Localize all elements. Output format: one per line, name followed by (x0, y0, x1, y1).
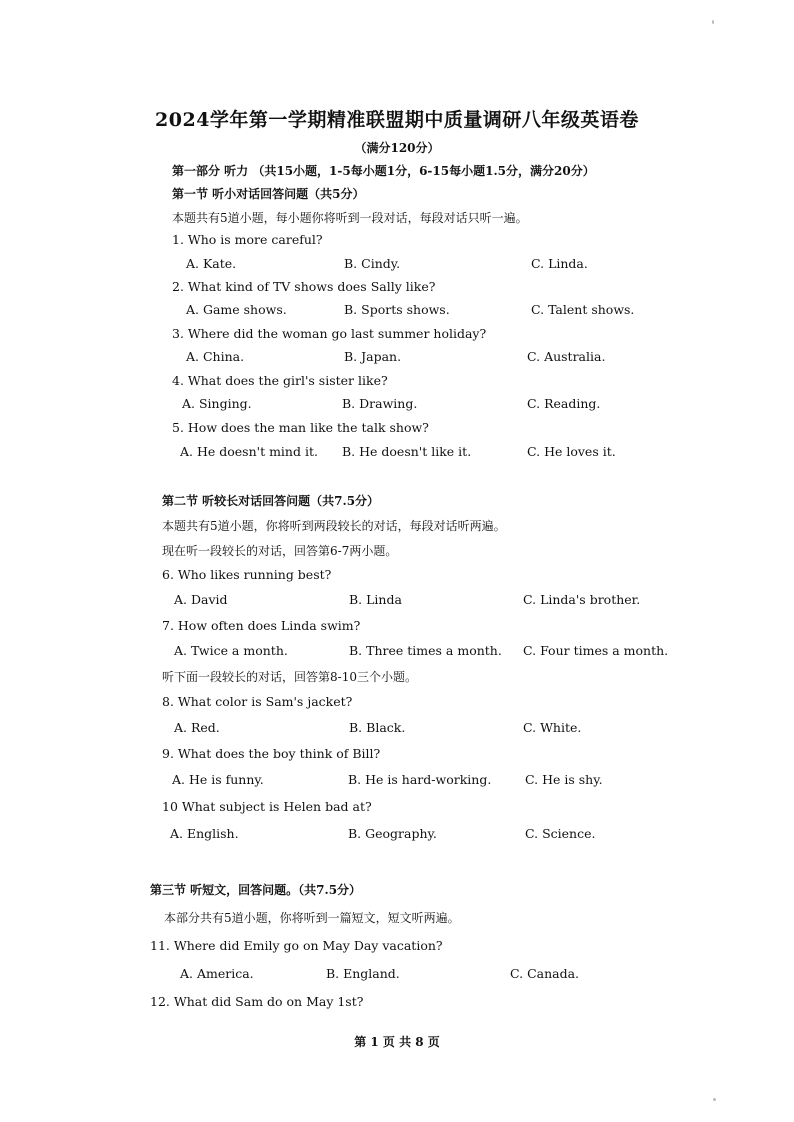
q9-option-a: A. He is funny. (172, 772, 264, 787)
q11-option-c: C. Canada. (510, 966, 580, 981)
section1-instruction: 本题共有5道小题，每小题你将听到一段对话，每段对话只听一遍。 (172, 211, 528, 225)
question-4: 4. What does the girl's sister like? (172, 373, 388, 388)
full-score-note: （满分120分） (354, 141, 440, 155)
q1-option-a: A. Kate. (186, 256, 237, 271)
question-7: 7. How often does Linda swim? (162, 618, 361, 633)
q10-option-c: C. Science. (525, 826, 596, 841)
part1-heading: 第一部分 听力 （共15小题，1-5每小题1分，6-15每小题1.5分，满分20分） (172, 164, 595, 178)
q10-option-b: B. Geography. (348, 826, 437, 841)
question-5: 5. How does the man like the talk show? (172, 420, 429, 435)
q1-option-c: C. Linda. (531, 256, 588, 271)
question-11: 11. Where did Emily go on May Day vacation? (150, 938, 443, 953)
section2-heading: 第二节 听较长对话回答问题（共7.5分） (162, 494, 380, 508)
question-6: 6. Who likes running best? (162, 567, 332, 582)
q2-option-b: B. Sports shows. (344, 302, 450, 317)
section2-instruction: 本题共有5道小题，你将听到两段较长的对话，每段对话听两遍。 (162, 519, 506, 533)
exam-title: 2024学年第一学期精准联盟期中质量调研八年级英语卷 (155, 109, 639, 131)
scan-speck (712, 20, 714, 24)
question-9: 9. What does the boy think of Bill? (162, 746, 381, 761)
q10-option-a: A. English. (170, 826, 239, 841)
question-3: 3. Where did the woman go last summer holiday? (172, 326, 487, 341)
question-8: 8. What color is Sam's jacket? (162, 694, 353, 709)
q7-option-a: A. Twice a month. (174, 643, 288, 658)
section3-instruction: 本部分共有5道小题，你将听到一篇短文，短文听两遍。 (164, 911, 460, 925)
q7-option-b: B. Three times a month. (349, 643, 502, 658)
q3-option-b: B. Japan. (344, 349, 402, 364)
q9-option-b: B. He is hard-working. (348, 772, 492, 787)
section3-heading: 第三节 听短文，回答问题。（共7.5分） (150, 883, 362, 897)
q4-option-a: A. Singing. (182, 396, 252, 411)
section2-intro-6-7: 现在听一段较长的对话，回答第6-7两小题。 (162, 544, 398, 558)
q11-option-b: B. England. (326, 966, 400, 981)
q3-option-c: C. Australia. (527, 349, 606, 364)
q4-option-b: B. Drawing. (342, 396, 418, 411)
q8-option-b: B. Black. (349, 720, 406, 735)
q2-option-a: A. Game shows. (186, 302, 287, 317)
section2-intro-8-10: 听下面一段较长的对话，回答第8-10三个小题。 (162, 670, 417, 684)
q3-option-a: A. China. (186, 349, 245, 364)
q8-option-c: C. White. (523, 720, 582, 735)
q5-option-b: B. He doesn't like it. (342, 444, 472, 459)
q9-option-c: C. He is shy. (525, 772, 603, 787)
q7-option-c: C. Four times a month. (523, 643, 669, 658)
question-12: 12. What did Sam do on May 1st? (150, 994, 364, 1009)
q6-option-a: A. David (174, 592, 228, 607)
scan-speck (713, 1098, 716, 1101)
question-1: 1. Who is more careful? (172, 232, 323, 247)
section1-heading: 第一节 听小对话回答问题（共5分） (172, 187, 365, 201)
q6-option-b: B. Linda (349, 592, 402, 607)
question-10: 10 What subject is Helen bad at? (162, 799, 372, 814)
q1-option-b: B. Cindy. (344, 256, 401, 271)
q4-option-c: C. Reading. (527, 396, 601, 411)
q8-option-a: A. Red. (174, 720, 220, 735)
q6-option-c: C. Linda's brother. (523, 592, 641, 607)
q2-option-c: C. Talent shows. (531, 302, 635, 317)
q11-option-a: A. America. (180, 966, 254, 981)
page-number: 第 1 页 共 8 页 (354, 1035, 440, 1049)
question-2: 2. What kind of TV shows does Sally like? (172, 279, 436, 294)
q5-option-a: A. He doesn't mind it. (180, 444, 318, 459)
q5-option-c: C. He loves it. (527, 444, 616, 459)
